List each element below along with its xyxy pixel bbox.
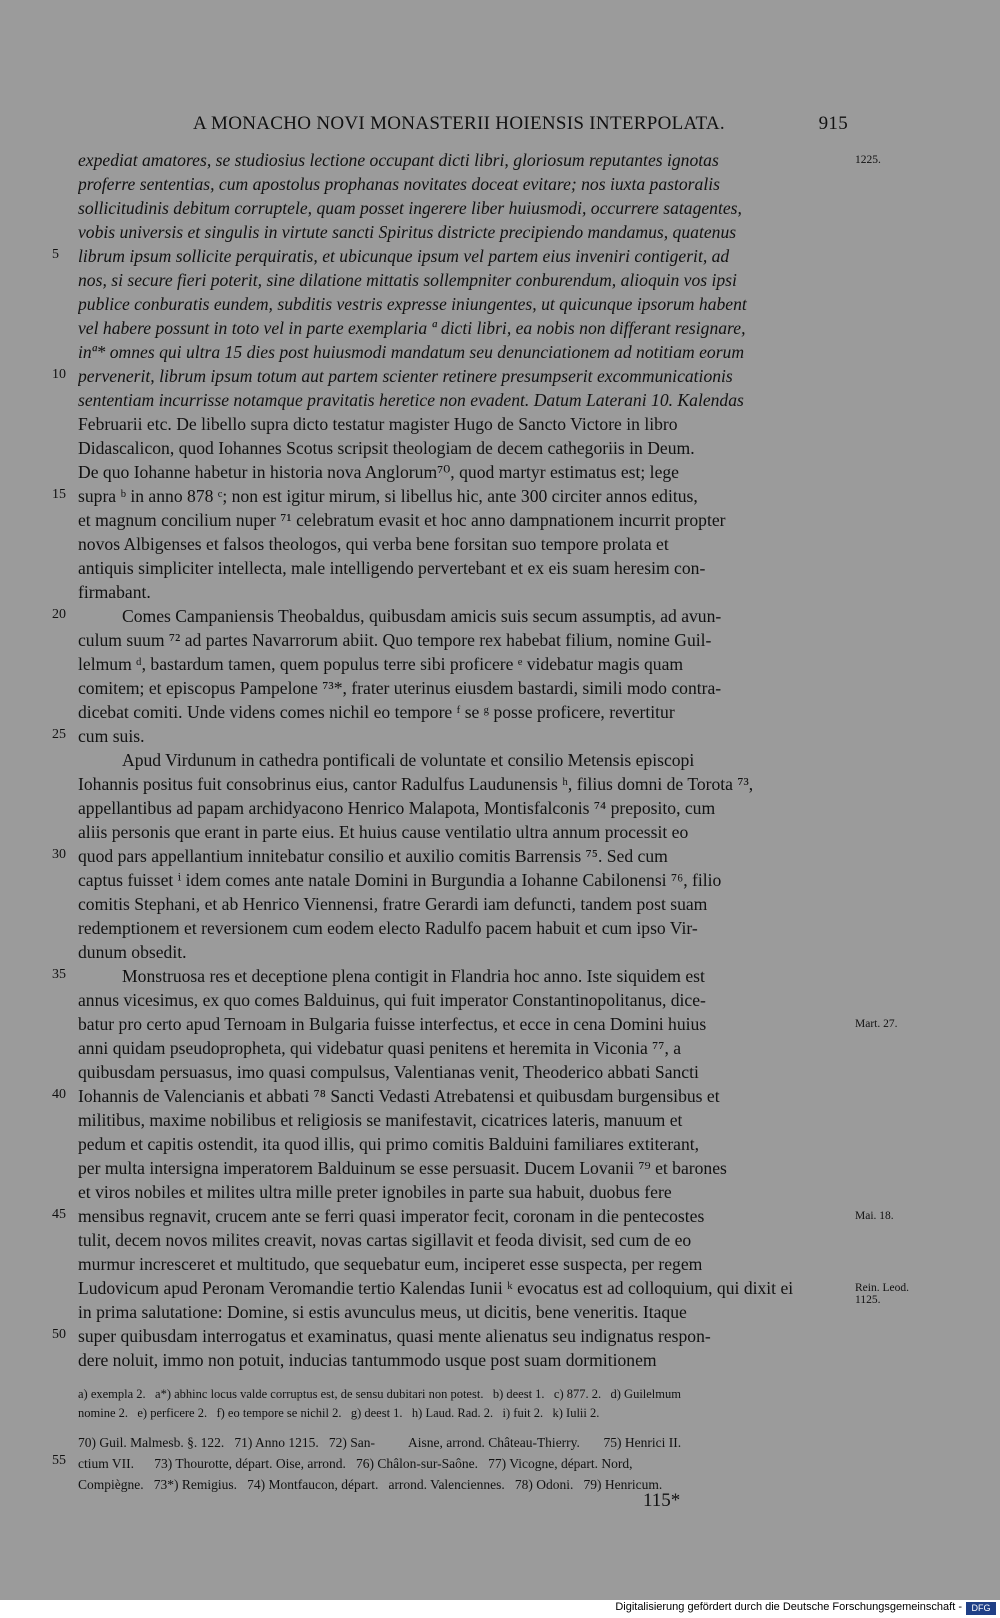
- margin-note: 1225.: [855, 154, 881, 166]
- text-line: comitem; et episcopus Pampelone ⁷³*, frater uterinus eiusdem bastardi, simili modo contra-: [78, 678, 722, 698]
- text-line: dere noluit, immo non potuit, inducias tantummodo usque post suam dormitionem: [78, 1350, 657, 1370]
- text-line: et viros nobiles et milites ultra mille preter ignobiles in parte sua habuit, duobus fere: [78, 1182, 672, 1202]
- dfg-logo: DFG: [966, 1602, 996, 1615]
- reference-line: ctium VII. 73) Thourotte, départ. Oise, arrond. 76) Châlon-sur-Saône. 77) Vicogne, départ. Nord,: [78, 1456, 633, 1471]
- text-line: Iohannis de Valencianis et abbati ⁷⁸ Sancti Vedasti Atrebatensi et quibusdam burgensibus et: [78, 1086, 720, 1106]
- text-line: cum suis.: [78, 726, 145, 746]
- reference-line: Compiègne. 73*) Remigius. 74) Montfaucon, départ. arrond. Valenciennes. 78) Odoni. 79) Henricum.: [78, 1477, 663, 1492]
- line-number-55: 55: [52, 1453, 66, 1468]
- text-line: expediat amatores, se studiosius lectione occupant dicti libri, gloriosum reputantes ignotas: [78, 150, 719, 170]
- text-line: lelmum ᵈ, bastardum tamen, quem populus terre sibi proficere ᵉ videbatur magis quam: [78, 654, 684, 674]
- text-line: Februarii etc. De libello supra dicto testatur magister Hugo de Sancto Victore in libro: [78, 414, 678, 434]
- line-number: 50: [52, 1327, 66, 1342]
- signature-mark: 115*: [643, 1490, 681, 1511]
- text-line: dicebat comiti. Unde videns comes nichil eo tempore ᶠ se ᵍ posse proficere, revertitur: [78, 702, 675, 722]
- margin-note: Rein. Leod.: [855, 1282, 909, 1294]
- text-line: Apud Virdunum in cathedra pontificali de voluntate et consilio Metensis episcopi: [122, 750, 695, 770]
- text-line: super quibusdam interrogatus et examinatus, quasi mente alienatus seu indignatus respon-: [78, 1326, 711, 1346]
- text-line: Comes Campaniensis Theobaldus, quibusdam amicis suis secum assumptis, ad avun-: [122, 606, 722, 626]
- line-number: 25: [52, 727, 66, 742]
- text-line: supra ᵇ in anno 878 ᶜ; non est igitur mirum, si libellus hic, ante 300 circiter annos editus,: [78, 486, 698, 506]
- text-line: dunum obsedit.: [78, 942, 187, 962]
- text-line: Monstruosa res et deceptione plena contigit in Flandria hoc anno. Iste siquidem est: [122, 966, 705, 986]
- line-number: 35: [52, 967, 66, 982]
- line-number: 20: [52, 607, 66, 622]
- text-line: pedum et capitis ostendit, ita quod illis, qui primo comitis Balduini familiares extiterant,: [78, 1134, 700, 1154]
- text-line: batur pro certo apud Ternoam in Bulgaria fuisse interfectus, et ecce in cena Domini huius: [78, 1014, 707, 1034]
- text-line: sententiam incurrisse notamque pravitatis heretice non evadent. Datum Laterani 10. Kalendas: [78, 390, 744, 410]
- text-line: quod pars appellantium innitebatur consilio et auxilio comitis Barrensis ⁷⁵. Sed cum: [78, 846, 668, 866]
- text-line: redemptionem et reversionem cum eodem electo Radulfo pacem habuit et cum ipso Vir-: [78, 918, 698, 938]
- text-line: captus fuisset ⁱ idem comes ante natale Domini in Burgundia a Iohanne Cabilonensi ⁷⁶, filio: [78, 870, 722, 890]
- reference-footnotes: [78, 1432, 848, 1495]
- text-line: Didascalicon, quod Iohannes Scotus scripsit theologiam de decem cathegoriis in Deum.: [78, 438, 695, 458]
- text-line: Iohannis positus fuit consobrinus eius, cantor Radulfus Laudunensis ʰ, filius domni de Torota ⁷³,: [78, 774, 754, 794]
- text-line: De quo Iohanne habetur in historia nova Anglorum⁷⁰, quod martyr estimatus est; lege: [78, 462, 679, 482]
- footer-credit: Digitalisierung gefördert durch die Deutsche Forschungsgemeinschaft -: [615, 1601, 962, 1613]
- text-line: vobis universis et singulis in virtute sancti Spiritus districte precipiendo mandamus, quatenus: [78, 222, 737, 242]
- running-title: A MONACHO NOVI MONASTERII HOIENSIS INTERPOLATA.: [193, 113, 725, 134]
- text-line: per multa intersigna imperatorem Balduinum se esse persuasit. Ducem Lovanii ⁷⁹ et barones: [78, 1158, 727, 1178]
- text-line: vel habere possunt in toto vel in parte exemplaria ª dicti libri, ea nobis non differant resignare,: [78, 318, 746, 338]
- text-line: nos, si secure fieri poterit, sine dilatione mittatis sollempniter conburendum, alioquin vos ipsi: [78, 270, 737, 290]
- text-line: Ludovicum apud Peronam Veromandie tertio Kalendas Iunii ᵏ evocatus est ad colloquium, qui dixit ei: [78, 1278, 794, 1298]
- footnote-line: nomine 2. e) perficere 2. f) eo tempore se nichil 2. g) deest 1. h) Laud. Rad. 2. i) fuit 2. k) Iulii 2.: [78, 1406, 600, 1420]
- line-number: 10: [52, 367, 66, 382]
- line-number: 30: [52, 847, 66, 862]
- text-line: in prima salutatione: Domine, si estis avunculus meus, ut dicitis, bene veneritis. Itaque: [78, 1302, 687, 1322]
- text-line: pervenerit, librum ipsum totum aut partem scienter retinere presumpserit excommunicationis: [78, 366, 733, 386]
- text-line: aliis personis que erant in parte eius. Et huius cause ventilatio ultra annum processit eo: [78, 822, 689, 842]
- text-line: publice conburatis eundem, subditis vestris expresse iniungentes, ut quicunque ipsorum habent: [78, 294, 747, 314]
- text-line: murmur incresceret et multitudo, que sequebatur eum, inciperet esse suspecta, per regem: [78, 1254, 703, 1274]
- text-line: militibus, maxime nobilibus et religiosis se manifestavit, cicatrices lateris, manuum et: [78, 1110, 683, 1130]
- text-line: mensibus regnavit, crucem ante se ferri quasi imperator fecit, coronam in die pentecostes: [78, 1206, 705, 1226]
- reference-line: 70) Guil. Malmesb. §. 122. 71) Anno 1215. 72) San- Aisne, arrond. Château-Thierry. 75) Henrici II.: [78, 1435, 682, 1450]
- margin-note: Mai. 18.: [855, 1210, 894, 1222]
- text-line: antiquis simpliciter intellecta, male intelligendo pervertebant et ex eis suam heresim con-: [78, 558, 706, 578]
- line-number: 15: [52, 487, 66, 502]
- text-line: tulit, decem novos milites creavit, novas cartas sigillavit et feoda divisit, sed cum de eo: [78, 1230, 692, 1250]
- footnote-line: a) exempla 2. a*) abhinc locus valde corruptus est, de sensu dubitari non potest. b) deest 1. c) 877. 2. d) Guilelmum: [78, 1387, 681, 1401]
- page-number: 915: [818, 113, 848, 134]
- main-text: [78, 148, 848, 1372]
- text-line: novos Albigenses et falsos theologos, qui verba bene forsitan suo tempore prolata et: [78, 534, 669, 554]
- textual-footnotes: [78, 1385, 848, 1423]
- text-line: comitis Stephani, et ab Henrico Viennensi, fratre Gerardi iam defuncti, tandem post suam: [78, 894, 708, 914]
- line-number: 5: [52, 247, 59, 262]
- text-line: sollicitudinis debitum corruptele, quam posset ingerere liber huiusmodi, occurrere satagentes,: [78, 198, 742, 218]
- text-line: proferre sententias, cum apostolus prophanas novitates doceat evitare; nos iuxta pastoralis: [78, 174, 720, 194]
- text-line: anni quidam pseudopropheta, qui videbatur quasi penitens et heremita in Viconia ⁷⁷, a: [78, 1038, 682, 1058]
- text-line: et magnum concilium nuper ⁷¹ celebratum evasit et hoc anno dampnationem incurrit propter: [78, 510, 726, 530]
- text-line: librum ipsum sollicite perquiratis, et ubicunque ipsum vel partem eius inveniri contigerit, ad: [78, 246, 730, 266]
- text-line: annus vicesimus, ex quo comes Balduinus, qui fuit imperator Constantinopolitanus, dice-: [78, 990, 706, 1010]
- line-number: 40: [52, 1087, 66, 1102]
- text-line: quibusdam persuasus, imo quasi compulsus, Valentianas venit, Theoderico abbati Sancti: [78, 1062, 699, 1082]
- margin-note: 1125.: [855, 1294, 881, 1306]
- line-number: 45: [52, 1207, 66, 1222]
- text-line: inª* omnes qui ultra 15 dies post huiusmodi mandatum seu denunciationem ad notitiam eorum: [78, 342, 745, 362]
- text-line: appellantibus ad papam archidyacono Henrico Malapota, Montisfalconis ⁷⁴ preposito, cum: [78, 798, 716, 818]
- text-line: culum suum ⁷² ad partes Navarrorum abiit. Quo tempore rex habebat filium, nomine Guil-: [78, 630, 712, 650]
- text-line: firmabant.: [78, 582, 151, 602]
- margin-note: Mart. 27.: [855, 1018, 898, 1030]
